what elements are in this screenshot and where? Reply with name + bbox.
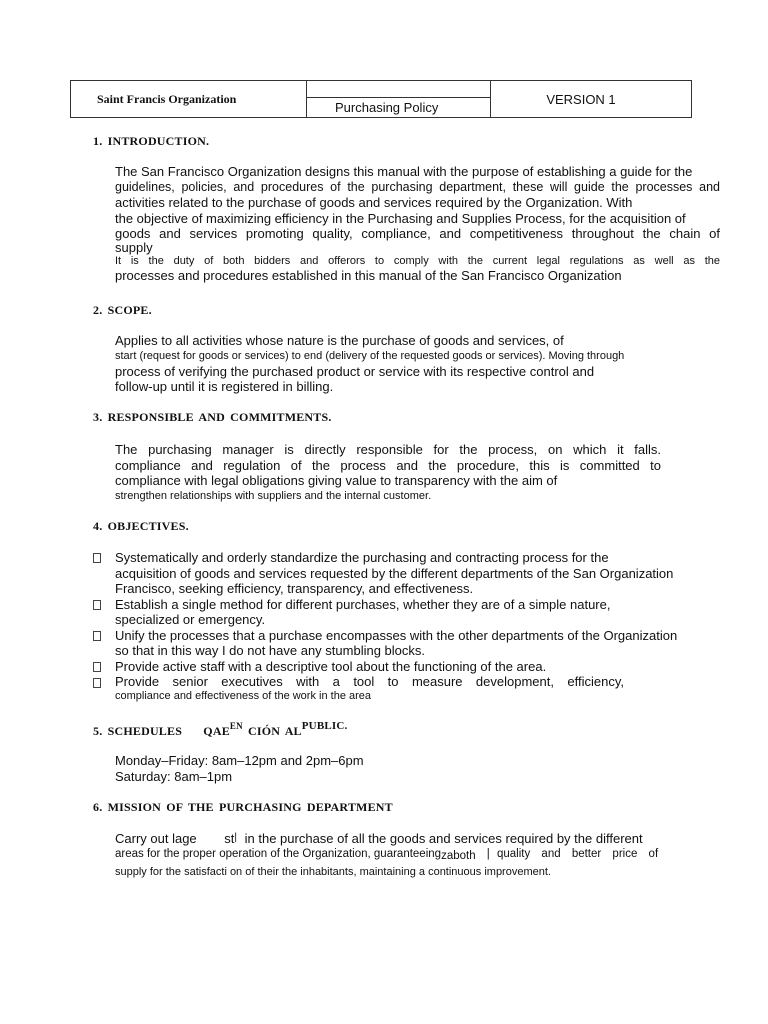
- paragraph-line: compliance with legal obligations giving value to transparency with the aim of: [115, 473, 558, 488]
- mission-fragment: quality and better price of: [497, 847, 659, 860]
- schedule-line: Saturday: 8am–1pm: [115, 768, 233, 784]
- paragraph-line: processes and procedures established in this manual of the San Francisco Organization: [115, 267, 622, 283]
- schedules-heading-middle: CIÓN AL: [248, 724, 302, 738]
- paragraph-line: supply: [115, 239, 153, 255]
- section-heading-schedules: [93, 720, 347, 739]
- paragraph-line: The purchasing manager is directly responsible for the process, on which it falls.: [115, 442, 661, 457]
- list-item-line: acquisition of goods and services requested by the different departments of the San Organization: [115, 565, 674, 581]
- paragraph-line: goods and services promoting quality, compliance, and competitiveness throughout the chain of: [115, 226, 720, 241]
- schedules-heading-superscript: PUBLIC.: [301, 720, 348, 732]
- paragraph-line: Applies to all activities whose nature is the purchase of goods and services, of: [115, 333, 564, 348]
- list-item-line: compliance and effectiveness of the work in the area: [115, 689, 372, 702]
- paragraph-line: The San Francisco Organization designs this manual with the purpose of establishing a guide for the: [115, 164, 693, 179]
- paragraph-line: activities related to the purchase of goods and services required by the Organization. With: [115, 195, 633, 210]
- list-item-line: specialized or emergency.: [115, 612, 266, 627]
- introduction-paragraph: [115, 164, 720, 283]
- section-heading-objectives: 4. OBJECTIVES.: [93, 519, 189, 533]
- mission-paragraph: [115, 830, 768, 881]
- paragraph-line: follow-up until it is registered in billing.: [115, 379, 334, 394]
- bullet-marker: [93, 662, 101, 672]
- list-item-line: Provide active staff with a descriptive tool about the functioning of the area.: [115, 658, 547, 674]
- schedules-heading-superscript: EN: [229, 721, 243, 731]
- list-item-line: Systematically and orderly standardize the purchasing and contracting process for the: [115, 550, 609, 565]
- schedules-heading-prefix: 5. SCHEDULES: [93, 724, 183, 738]
- bullet-marker: [93, 678, 101, 688]
- mission-fragment: areas for the proper operation of the Organization, guaranteeing: [115, 847, 442, 860]
- section-heading-introduction: 1. INTRODUCTION.: [93, 134, 210, 148]
- section-heading-responsible: 3. RESPONSIBLE AND COMMITMENTS.: [93, 410, 332, 424]
- section-heading-scope: 2. SCOPE.: [93, 303, 152, 317]
- objectives-list: [115, 550, 720, 703]
- policy-title-cell: [307, 81, 491, 117]
- mission-fragment: st: [224, 831, 235, 846]
- version-label: VERSION 1: [546, 91, 616, 107]
- bullet-marker: [93, 600, 101, 610]
- list-item-line: so that in this way I do not have any stumbling blocks.: [115, 643, 426, 658]
- paragraph-line: compliance and regulation of the process and the procedure, this is committed to: [115, 457, 661, 473]
- responsible-paragraph: [115, 442, 661, 503]
- bullet-marker: [93, 553, 101, 563]
- paragraph-line: strengthen relationships with suppliers and the internal customer.: [115, 489, 432, 502]
- list-item-line: Establish a single method for different purchases, whether they are of a simple nature,: [115, 596, 611, 612]
- section-heading-mission: 6. MISSION OF THE PURCHASING DEPARTMENT: [93, 800, 393, 814]
- scope-paragraph: [115, 333, 720, 395]
- empty-header-cell: [307, 81, 490, 98]
- paragraph-line: It is the duty of both bidders and offerors to comply with the current legal regulations as well as the: [115, 254, 720, 267]
- paragraph-line: guidelines, policies, and procedures of the purchasing department, these will guide the processes and: [115, 179, 720, 194]
- schedule-line: Monday–Friday: 8am–12pm and 2pm–6pm: [115, 753, 364, 768]
- schedules-paragraph: [115, 753, 720, 784]
- list-item-line: Francisco, seeking efficiency, transparency, and effectiveness.: [115, 581, 474, 596]
- paragraph-line: process of verifying the purchased product or service with its respective control and: [115, 363, 595, 379]
- document-header-table: [70, 80, 692, 118]
- mission-fragment: zaboth: [441, 849, 476, 862]
- mission-fragment: in the purchase of all the goods and services required by the different: [244, 831, 643, 846]
- paragraph-line: the objective of maximizing efficiency in the Purchasing and Supplies Process, for the acquisition of: [115, 210, 686, 226]
- paragraph-line: start (request for goods or services) to end (delivery of the requested goods or services). Moving through: [115, 349, 625, 362]
- paragraph-line: areas for the proper operation of the Organization, guaranteeingzaboth | quality and better price of: [115, 847, 659, 862]
- paragraph-line: supply for the satisfacti on of their the inhabitants, maintaining a continuous improvement.: [115, 865, 551, 878]
- paragraph-line: Carry out lage st| in the purchase of all the goods and services required by the different: [115, 831, 643, 846]
- policy-title: Purchasing Policy: [335, 100, 439, 115]
- list-item-line: Unify the processes that a purchase encompasses with the other departments of the Organization: [115, 627, 678, 643]
- mission-fragment: Carry out lage: [115, 831, 197, 846]
- list-item-line: Provide senior executives with a tool to measure development, efficiency,: [115, 674, 624, 689]
- schedules-heading-fragment: QAE: [203, 724, 230, 738]
- organization-name: Saint Francis Organization: [71, 81, 307, 117]
- bullet-marker: [93, 631, 101, 641]
